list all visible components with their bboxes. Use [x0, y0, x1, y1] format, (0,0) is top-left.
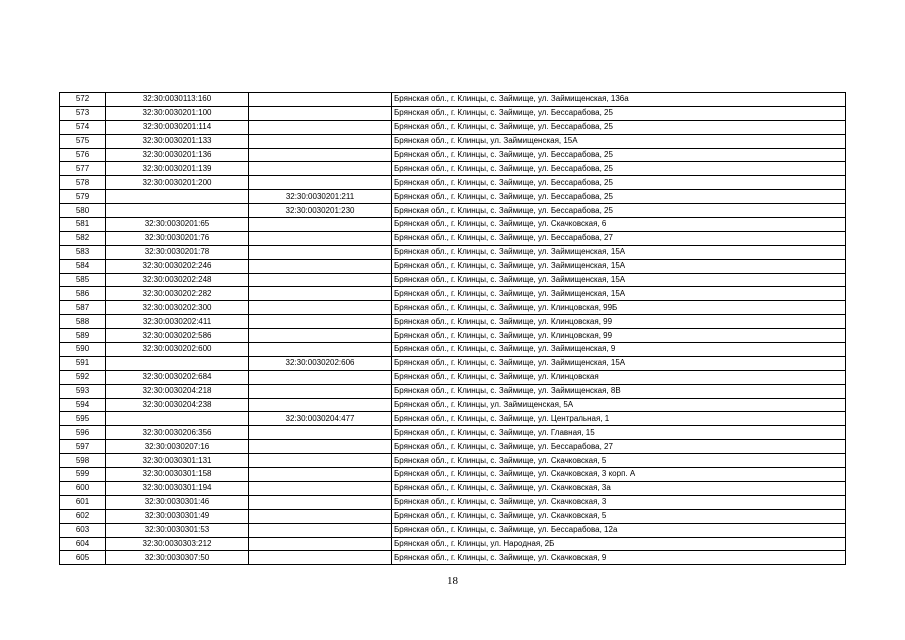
table-row [60, 537, 846, 551]
row-number-cell: 596 [60, 426, 106, 440]
row-number-cell: 573 [60, 106, 106, 120]
table-row [60, 93, 846, 107]
cadastral-number-cell: 32:30:0030206:356 [106, 426, 249, 440]
row-number-cell: 604 [60, 537, 106, 551]
row-number-cell: 580 [60, 204, 106, 218]
cadastral-number-cell: 32:30:0030201:139 [106, 162, 249, 176]
related-cadastral-number-cell [249, 551, 392, 565]
row-number-cell: 599 [60, 468, 106, 482]
table-row [60, 440, 846, 454]
cadastral-number-cell: 32:30:0030202:684 [106, 370, 249, 384]
related-cadastral-number-cell [249, 162, 392, 176]
cadastral-number-cell: 32:30:0030113:160 [106, 93, 249, 107]
address-cell: Брянская обл., г. Клинцы, с. Займище, ул. Скачковская, 5 [392, 454, 846, 468]
cadastral-number-cell: 32:30:0030201:136 [106, 148, 249, 162]
cadastral-number-cell: 32:30:0030201:133 [106, 134, 249, 148]
row-number-cell: 575 [60, 134, 106, 148]
address-cell: Брянская обл., г. Клинцы, с. Займище, ул. Бессарабова, 25 [392, 176, 846, 190]
table-row [60, 162, 846, 176]
table-row [60, 315, 846, 329]
related-cadastral-number-cell [249, 495, 392, 509]
cadastral-number-cell: 32:30:0030202:586 [106, 329, 249, 343]
address-cell: Брянская обл., г. Клинцы, с. Займище, ул. Скачковская, 3 [392, 495, 846, 509]
address-cell: Брянская обл., г. Клинцы, с. Займище, ул. Бессарабова, 25 [392, 162, 846, 176]
related-cadastral-number-cell [249, 245, 392, 259]
cadastral-number-cell: 32:30:0030204:218 [106, 384, 249, 398]
cadastral-number-cell: 32:30:0030307:50 [106, 551, 249, 565]
row-number-cell: 601 [60, 495, 106, 509]
related-cadastral-number-cell [249, 398, 392, 412]
row-number-cell: 589 [60, 329, 106, 343]
row-number-cell: 576 [60, 148, 106, 162]
row-number-cell: 577 [60, 162, 106, 176]
address-cell: Брянская обл., г. Клинцы, с. Займище, ул. Займищенская, 8В [392, 384, 846, 398]
table-row [60, 343, 846, 357]
row-number-cell: 582 [60, 231, 106, 245]
row-number-cell: 586 [60, 287, 106, 301]
related-cadastral-number-cell [249, 287, 392, 301]
related-cadastral-number-cell [249, 231, 392, 245]
cadastral-number-cell: 32:30:0030301:158 [106, 468, 249, 482]
related-cadastral-number-cell [249, 523, 392, 537]
address-cell: Брянская обл., г. Клинцы, с. Займище, ул. Клинцовская [392, 370, 846, 384]
table-row [60, 509, 846, 523]
table-row [60, 231, 846, 245]
parcel-table [59, 92, 846, 565]
cadastral-number-cell [106, 204, 249, 218]
cadastral-number-cell: 32:30:0030207:16 [106, 440, 249, 454]
address-cell: Брянская обл., г. Клинцы, ул. Займищенская, 15А [392, 134, 846, 148]
cadastral-number-cell: 32:30:0030201:78 [106, 245, 249, 259]
row-number-cell: 600 [60, 481, 106, 495]
table-row [60, 551, 846, 565]
related-cadastral-number-cell [249, 454, 392, 468]
row-number-cell: 581 [60, 218, 106, 232]
table-row [60, 245, 846, 259]
cadastral-number-cell: 32:30:0030201:114 [106, 120, 249, 134]
address-cell: Брянская обл., г. Клинцы, с. Займище, ул. Займищенская, 15А [392, 245, 846, 259]
row-number-cell: 592 [60, 370, 106, 384]
related-cadastral-number-cell: 32:30:0030202:606 [249, 356, 392, 370]
related-cadastral-number-cell [249, 426, 392, 440]
related-cadastral-number-cell [249, 343, 392, 357]
table-row [60, 273, 846, 287]
related-cadastral-number-cell [249, 301, 392, 315]
table-row [60, 259, 846, 273]
page-number: 18 [447, 575, 458, 587]
address-cell: Брянская обл., г. Клинцы, с. Займище, ул. Бессарабова, 25 [392, 204, 846, 218]
cadastral-number-cell: 32:30:0030202:248 [106, 273, 249, 287]
address-cell: Брянская обл., г. Клинцы, с. Займище, ул. Бессарабова, 25 [392, 120, 846, 134]
related-cadastral-number-cell [249, 134, 392, 148]
cadastral-number-cell: 32:30:0030202:282 [106, 287, 249, 301]
row-number-cell: 588 [60, 315, 106, 329]
table-row [60, 329, 846, 343]
address-cell: Брянская обл., г. Клинцы, с. Займище, ул. Займищенская, 15А [392, 259, 846, 273]
related-cadastral-number-cell [249, 218, 392, 232]
parcel-table-body [60, 93, 846, 565]
table-row [60, 148, 846, 162]
address-cell: Брянская обл., г. Клинцы, с. Займище, ул. Бессарабова, 25 [392, 106, 846, 120]
address-cell: Брянская обл., г. Клинцы, с. Займище, ул. Центральная, 1 [392, 412, 846, 426]
table-row [60, 426, 846, 440]
address-cell: Брянская обл., г. Клинцы, с. Займище, ул. Бессарабова, 12а [392, 523, 846, 537]
row-number-cell: 585 [60, 273, 106, 287]
address-cell: Брянская обл., г. Клинцы, ул. Займищенская, 5А [392, 398, 846, 412]
table-row [60, 301, 846, 315]
row-number-cell: 579 [60, 190, 106, 204]
row-number-cell: 591 [60, 356, 106, 370]
table-row [60, 176, 846, 190]
cadastral-number-cell [106, 356, 249, 370]
address-cell: Брянская обл., г. Клинцы, с. Займище, ул. Бессарабова, 25 [392, 148, 846, 162]
cadastral-number-cell: 32:30:0030202:600 [106, 343, 249, 357]
table-row [60, 120, 846, 134]
cadastral-number-cell: 32:30:0030301:131 [106, 454, 249, 468]
cadastral-number-cell [106, 412, 249, 426]
cadastral-number-cell: 32:30:0030303:212 [106, 537, 249, 551]
table-row [60, 287, 846, 301]
address-cell: Брянская обл., г. Клинцы, с. Займище, ул. Скачковская, 3а [392, 481, 846, 495]
cadastral-number-cell: 32:30:0030301:49 [106, 509, 249, 523]
row-number-cell: 572 [60, 93, 106, 107]
related-cadastral-number-cell [249, 176, 392, 190]
table-row [60, 454, 846, 468]
cadastral-number-cell: 32:30:0030301:53 [106, 523, 249, 537]
row-number-cell: 603 [60, 523, 106, 537]
table-row [60, 495, 846, 509]
table-row [60, 204, 846, 218]
row-number-cell: 598 [60, 454, 106, 468]
address-cell: Брянская обл., г. Клинцы, с. Займище, ул. Скачковская, 6 [392, 218, 846, 232]
address-cell: Брянская обл., г. Клинцы, с. Займище, ул. Клинцовская, 99 [392, 315, 846, 329]
related-cadastral-number-cell [249, 106, 392, 120]
row-number-cell: 574 [60, 120, 106, 134]
row-number-cell: 594 [60, 398, 106, 412]
cadastral-number-cell: 32:30:0030204:238 [106, 398, 249, 412]
table-row [60, 370, 846, 384]
address-cell: Брянская обл., г. Клинцы, с. Займище, ул. Главная, 15 [392, 426, 846, 440]
related-cadastral-number-cell [249, 468, 392, 482]
table-row [60, 523, 846, 537]
cadastral-number-cell: 32:30:0030202:411 [106, 315, 249, 329]
related-cadastral-number-cell [249, 440, 392, 454]
cadastral-number-cell: 32:30:0030301:46 [106, 495, 249, 509]
related-cadastral-number-cell: 32:30:0030204:477 [249, 412, 392, 426]
related-cadastral-number-cell [249, 273, 392, 287]
row-number-cell: 605 [60, 551, 106, 565]
cadastral-number-cell: 32:30:0030201:200 [106, 176, 249, 190]
cadastral-number-cell: 32:30:0030301:194 [106, 481, 249, 495]
address-cell: Брянская обл., г. Клинцы, с. Займище, ул. Скачковская, 5 [392, 509, 846, 523]
address-cell: Брянская обл., г. Клинцы, с. Займище, ул. Скачковская, 3 корп. А [392, 468, 846, 482]
table-row [60, 398, 846, 412]
table-row [60, 384, 846, 398]
table-row [60, 468, 846, 482]
cadastral-number-cell [106, 190, 249, 204]
address-cell: Брянская обл., г. Клинцы, с. Займище, ул. Займищенская, 15А [392, 287, 846, 301]
address-cell: Брянская обл., г. Клинцы, с. Займище, ул. Займищенская, 136а [392, 93, 846, 107]
address-cell: Брянская обл., г. Клинцы, с. Займище, ул. Бессарабова, 27 [392, 231, 846, 245]
related-cadastral-number-cell [249, 259, 392, 273]
cadastral-number-cell: 32:30:0030201:76 [106, 231, 249, 245]
row-number-cell: 595 [60, 412, 106, 426]
address-cell: Брянская обл., г. Клинцы, с. Займище, ул. Бессарабова, 27 [392, 440, 846, 454]
table-row [60, 356, 846, 370]
address-cell: Брянская обл., г. Клинцы, с. Займище, ул. Займищенская, 9 [392, 343, 846, 357]
table-row [60, 218, 846, 232]
address-cell: Брянская обл., г. Клинцы, с. Займище, ул. Скачковская, 9 [392, 551, 846, 565]
address-cell: Брянская обл., г. Клинцы, с. Займище, ул. Займищенская, 15А [392, 273, 846, 287]
row-number-cell: 590 [60, 343, 106, 357]
cadastral-number-cell: 32:30:0030202:300 [106, 301, 249, 315]
row-number-cell: 584 [60, 259, 106, 273]
address-cell: Брянская обл., г. Клинцы, с. Займище, ул. Клинцовская, 99Б [392, 301, 846, 315]
table-row [60, 190, 846, 204]
address-cell: Брянская обл., г. Клинцы, с. Займище, ул. Бессарабова, 25 [392, 190, 846, 204]
related-cadastral-number-cell [249, 384, 392, 398]
related-cadastral-number-cell [249, 315, 392, 329]
table-row [60, 106, 846, 120]
table-row [60, 134, 846, 148]
row-number-cell: 593 [60, 384, 106, 398]
row-number-cell: 578 [60, 176, 106, 190]
related-cadastral-number-cell [249, 120, 392, 134]
cadastral-number-cell: 32:30:0030201:65 [106, 218, 249, 232]
related-cadastral-number-cell [249, 509, 392, 523]
table-row [60, 481, 846, 495]
related-cadastral-number-cell: 32:30:0030201:211 [249, 190, 392, 204]
related-cadastral-number-cell [249, 537, 392, 551]
row-number-cell: 587 [60, 301, 106, 315]
cadastral-number-cell: 32:30:0030202:246 [106, 259, 249, 273]
row-number-cell: 597 [60, 440, 106, 454]
row-number-cell: 583 [60, 245, 106, 259]
address-cell: Брянская обл., г. Клинцы, ул. Народная, 2Б [392, 537, 846, 551]
address-cell: Брянская обл., г. Клинцы, с. Займище, ул. Займищенская, 15А [392, 356, 846, 370]
cadastral-number-cell: 32:30:0030201:100 [106, 106, 249, 120]
address-cell: Брянская обл., г. Клинцы, с. Займище, ул. Клинцовская, 99 [392, 329, 846, 343]
table-row [60, 412, 846, 426]
row-number-cell: 602 [60, 509, 106, 523]
related-cadastral-number-cell: 32:30:0030201:230 [249, 204, 392, 218]
related-cadastral-number-cell [249, 329, 392, 343]
related-cadastral-number-cell [249, 370, 392, 384]
related-cadastral-number-cell [249, 93, 392, 107]
related-cadastral-number-cell [249, 481, 392, 495]
related-cadastral-number-cell [249, 148, 392, 162]
